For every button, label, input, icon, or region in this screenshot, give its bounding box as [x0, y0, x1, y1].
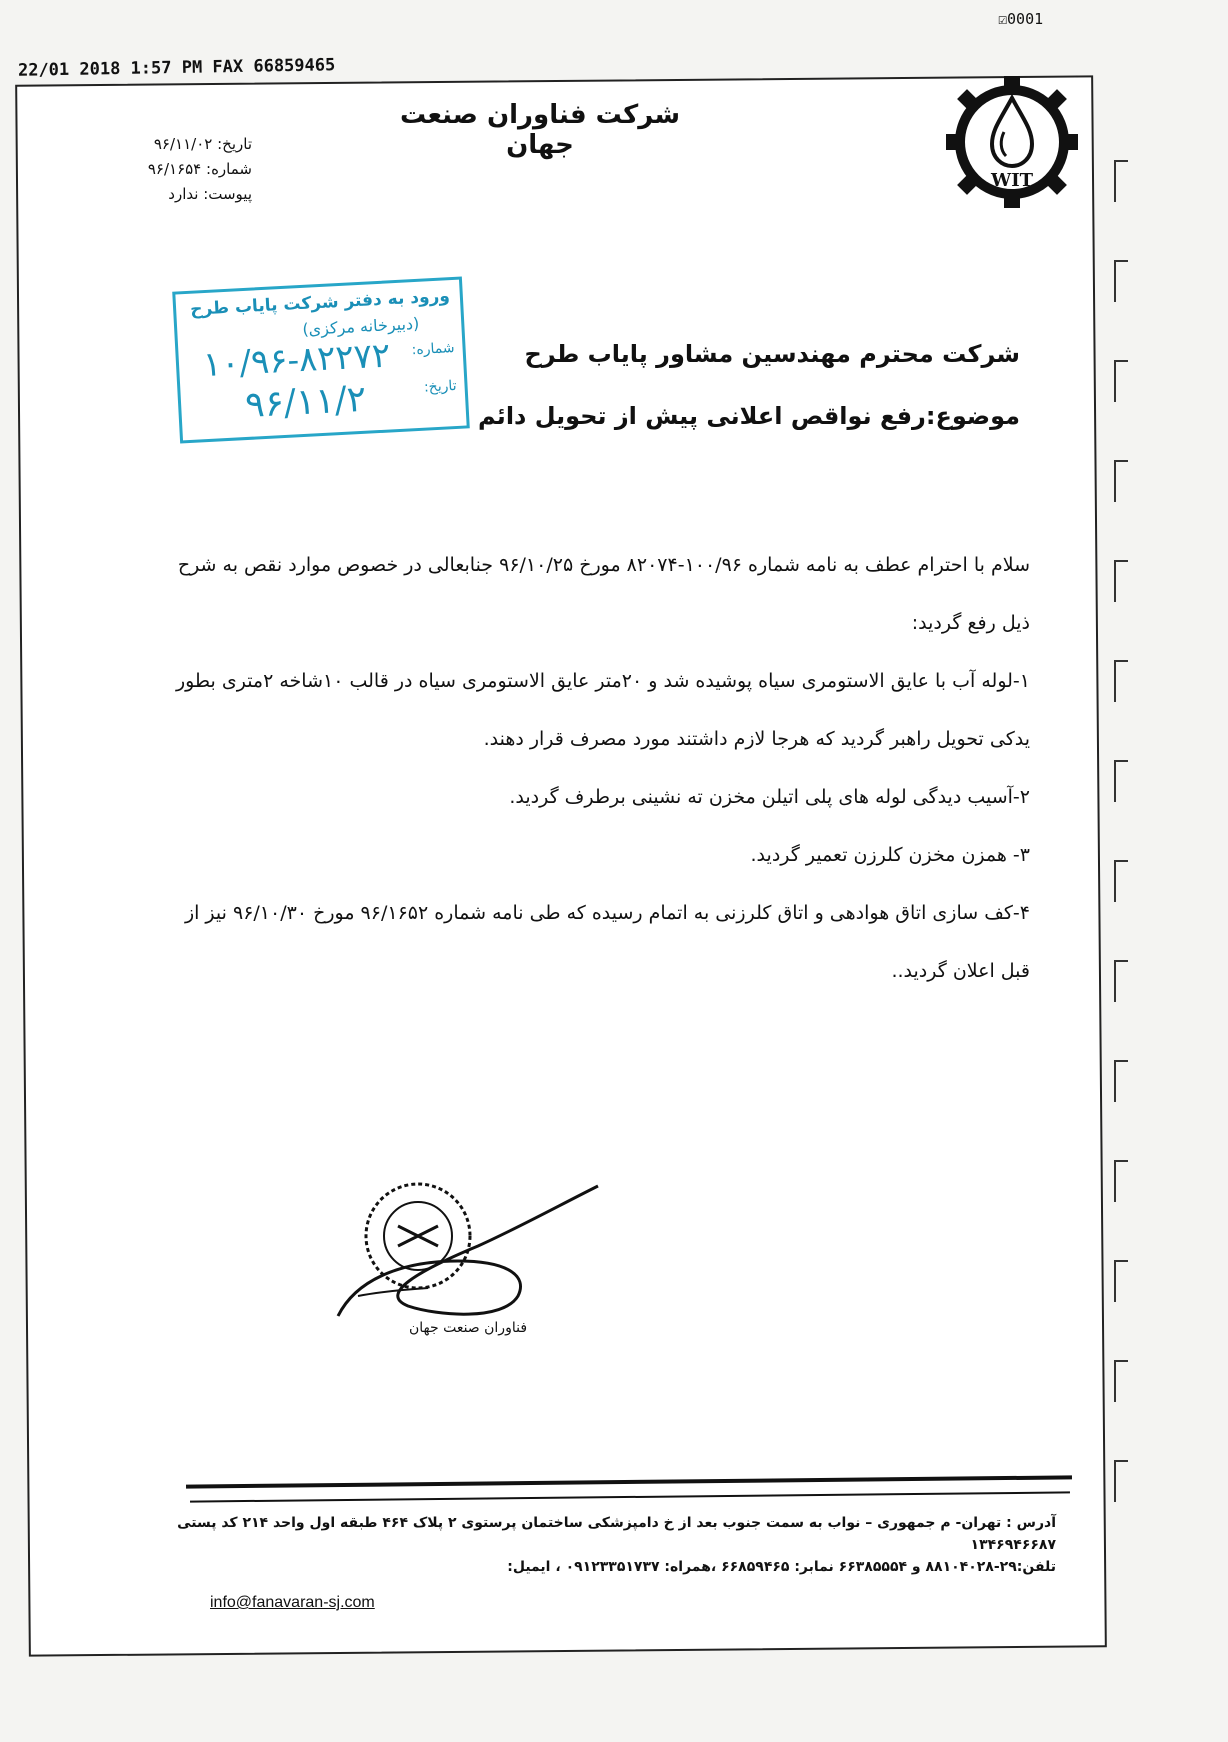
stamp-number-label: شماره: [411, 340, 455, 359]
recipient: شرکت محترم مهندسین مشاور پایاب طرح [524, 340, 1020, 368]
stamp-subtitle: (دبیرخانه مرکزی) [301, 313, 420, 339]
body-item-3: ۳- همزن مخزن کلرزن تعمیر گردید. [750, 844, 1030, 866]
logo-text: WIT [990, 170, 1034, 191]
stamp-title: ورود به دفتر شرکت پایاب طرح [189, 286, 451, 320]
stamp-date-value: ۹۶/۱۱/۲ [244, 378, 368, 426]
letter-meta [82, 132, 252, 207]
attachment-line: پیوست: ندارد [168, 185, 252, 203]
footer-email[interactable]: info@fanavaran-sj.com [210, 1594, 375, 1611]
seal-icon [366, 1184, 470, 1288]
page-counter: ☑0001 [998, 10, 1044, 28]
body-item-4: ۴-کف سازی اتاق هوادهی و اتاق کلرزنی به اتمام رسیده که طی نامه شماره ۹۶/۱۶۵۲ مورخ ۹۶/۱۰/۳۰ نیز از قبل اعلان گردید.. [184, 902, 1030, 982]
subject-line: موضوع:رفع نواقص اعلانی پیش از تحویل دائم [477, 402, 1020, 430]
drop-icon [992, 98, 1032, 166]
signature-and-seal [318, 1166, 608, 1336]
stamp-number-value: ۱۰/۹۶-۸۲۲۷۲ [202, 335, 392, 386]
body-intro: سلام با احترام عطف به نامه شماره ۱۰۰/۹۶-۸۲۰۷۴ مورخ ۹۶/۱۰/۲۵ جنابعالی در خصوص موارد نقص به شرح ذیل رفع گردید: [177, 554, 1030, 634]
fax-header: 22/01 2018 1:57 PM FAX 66859465 [17, 55, 336, 81]
date-line: تاریخ: ۹۶/۱۱/۰۲ [153, 135, 252, 153]
footer-address: آدرس : تهران- م جمهوری – نواب به سمت جنوب بعد از خ دامپزشکی ساختمان پرستوی ۲ پلاک ۴۶۴ طبقه اول واحد ۲۱۴ کد پستی ۱۳۴۶۹۴۶۶۸۷ [177, 1515, 1056, 1553]
body-item-1: ۱-لوله آب با عایق الاستومری سیاه پوشیده شد و ۲۰متر عایق الاستومری سیاه در قالب ۱۰شاخه ۲متری بطور یدکی تحویل راهبر گردید که هرجا لازم داشتند مورد مصرف قرار دهند. [175, 670, 1030, 750]
body-item-2: ۲-آسیب دیدگی لوله های پلی اتیلن مخزن ته نشینی برطرف گردید. [509, 786, 1030, 808]
stamp-date-label: تاریخ: [423, 377, 457, 396]
seal-caption: فناوران صنعت جهان [408, 1320, 528, 1336]
footer-phones: تلفن:۲۹-۸۸۱۰۴۰۲۸ و ۶۶۳۸۵۵۵۴ نمابر: ۶۶۸۵۹۴۶۵ ،همراه: ۰۹۱۲۳۳۵۱۷۳۷ ، ایمیل: [507, 1559, 1056, 1575]
letter-body [150, 536, 1030, 1000]
company-name: شرکت فناوران صنعت جهان [399, 100, 681, 160]
company-logo [912, 70, 1102, 220]
footer-contact [170, 1512, 1056, 1578]
number-line: شماره: ۹۶/۱۶۵۴ [147, 160, 252, 178]
